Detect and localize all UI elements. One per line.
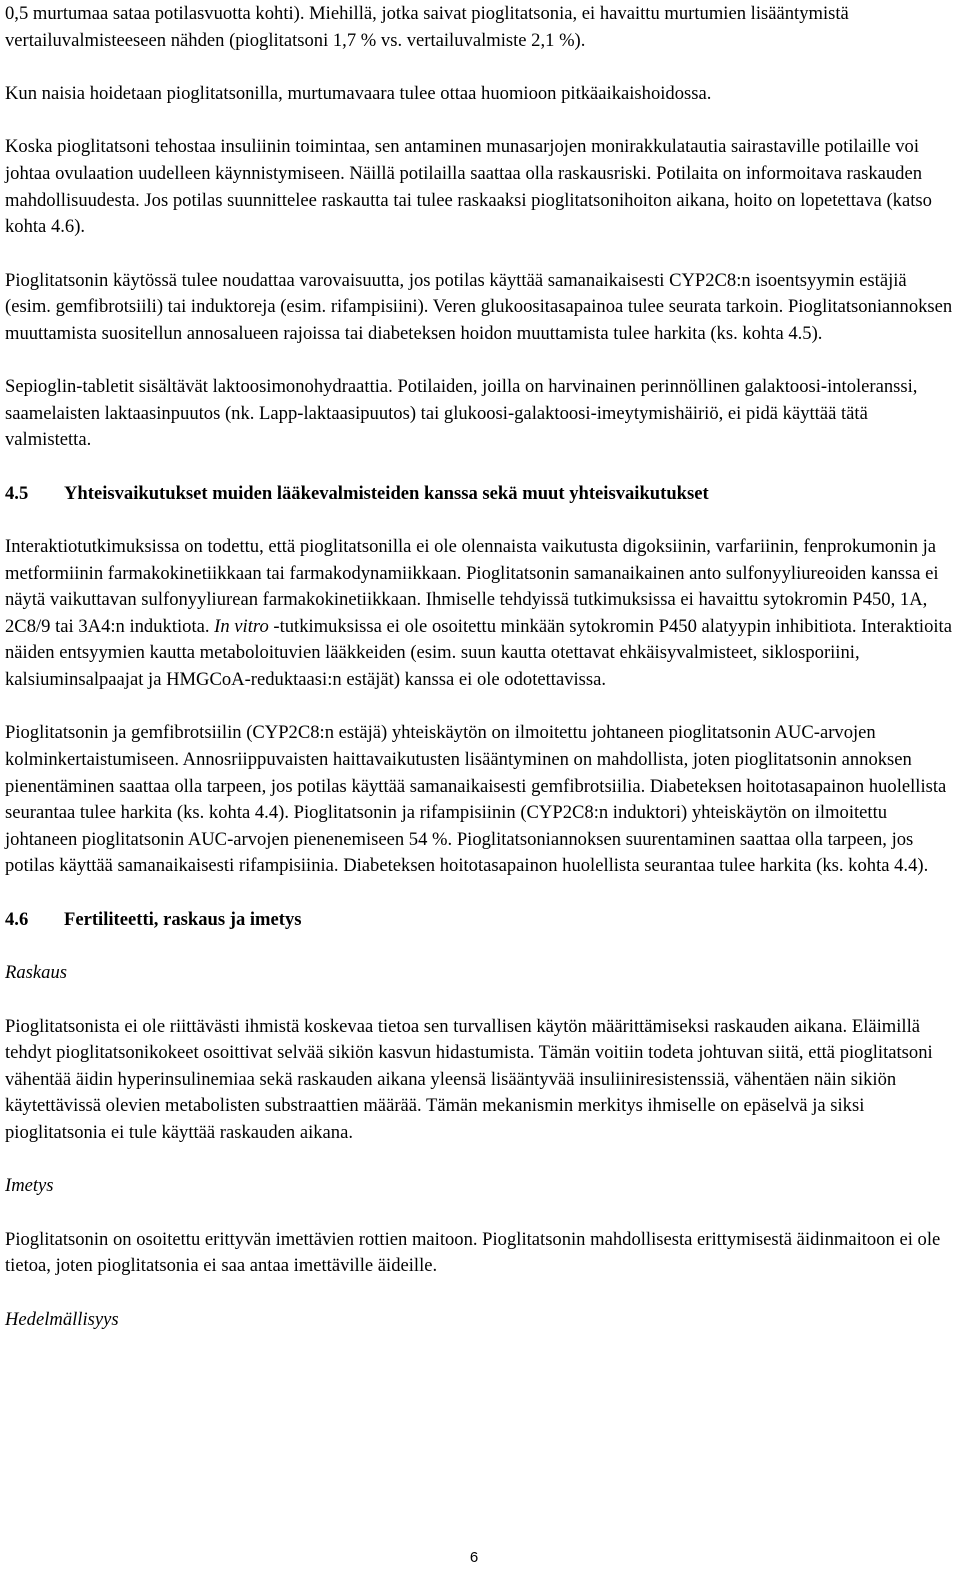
section-heading-4-6	[5, 907, 953, 934]
paragraph-cyp2c8: Pioglitatsonin käytössä tulee noudattaa varovaisuutta, jos potilas käyttää samanaikaisesti CYP2C8:n isoentsyymin estäjiä (esim. gemfibrotsiili) tai induktoreja (esim. rifampisiini). Veren glukoositasapainoa tulee seurata tarkoin. Pioglitatsoniannoksen muuttamista suositellun annosalueen rajoissa tai diabeteksen hoidon muuttamista tulee harkita (ks. kohta 4.5).	[5, 269, 953, 344]
paragraph-lactation: Pioglitatsonin on osoitettu erittyvän imettävien rottien maitoon. Pioglitatsonin mahdollisesta erittymisestä äidinmaitoon ei ole tietoa, joten pioglitatsonia ei saa antaa imettäville äideille.	[5, 1228, 941, 1277]
paragraph-fracture-men: 0,5 murtumaa sataa potilasvuotta kohti). Miehillä, jotka saivat pioglitatsonia, ei havaittu murtumien lisääntymistä vertailuvalmisteeseen nähden (pioglitatsoni 1,7 % vs. vertailuvalmiste 2,1 %).	[5, 3, 849, 51]
section-number: 4.5	[5, 482, 29, 504]
paragraph-interactions	[5, 534, 953, 694]
subheading-imetys: Imetys	[5, 1175, 54, 1197]
paragraph-pregnancy: Pioglitatsonista ei ole riittävästi ihmistä koskevaa tietoa sen turvallisen käytön määrittämiseksi raskauden aikana. Eläimillä tehdyt pioglitatsonikokeet osoittivat selvää sikiön kasvun hidastumista. Tämän voitiin todeta johtuvan siitä, että pioglitatsoni vähentää äidin hyperinsulinemiaa sekä raskauden aikana yleensä lisääntyvää insuliiniresistenssiä, vähentäen näin sikiön käytettävissä olevien metabolisten substraattien määrää. Tämän mekanismin merkitys ihmiselle on epäselvä ja siksi pioglitatsonia ei tule käyttää raskauden aikana.	[5, 1015, 933, 1143]
interactions-text-end: -tutkimuksissa ei ole osoitettu minkään sytokromin P450 alatyypin inhibitiota. Interaktioita näiden entsyymien kautta metaboloituvien lääkkeiden (esim. suun kautta otettavat ehkäisyvalmisteet, siklosporiini, kalsiuminsalpaajat ja HMGCoA-reduktaasi:n estäjät) kanssa ei ole odotettavissa.	[5, 615, 952, 691]
section-title: Yhteisvaikutukset muiden lääkevalmisteiden kanssa sekä muut yhteisvaikutukset	[64, 482, 709, 504]
paragraph-lactose: Sepioglin-tabletit sisältävät laktoosimonohydraattia. Potilaiden, joilla on harvinainen perinnöllinen galaktoosi-intoleranssi, saamelaisten laktaasinpuutos (nk. Lapp-laktaasipuutos) tai glukoosi-galaktoosi-imeytymishäiriö, ei pidä käyttää tätä valmistetta.	[5, 376, 918, 451]
section-number: 4.6	[5, 908, 29, 930]
document-page	[5, 0, 953, 1333]
section-title: Fertiliteetti, raskaus ja imetys	[64, 908, 302, 930]
paragraph-ovulation: Koska pioglitatsoni tehostaa insuliinin toimintaa, sen antaminen munasarjojen monirakkulatautia sairastaville potilaille voi johtaa ovulaation uudelleen käynnistymiseen. Näillä potilailla saattaa olla raskausriski. Potilaita on informoitava raskauden mahdollisuudesta. Jos potilas suunnittelee raskautta tai tulee raskaaksi pioglitatsonihoiton aikana, hoito on lopetettava (katso kohta 4.6).	[5, 136, 932, 238]
interactions-text-start: Interaktiotutkimuksissa on todettu, että pioglitatsonilla ei ole olennaista vaikutusta digoksiinin, varfariinin, fenprokumonin ja metformiinin farmakokinetiikkaan tai farmakodynamiikkaan. Pioglitatsonin samanaikainen anto sulfonyyliureoiden kanssa ei näytä vaikuttavan sulfonyyliurean farmakokinetiikkaan. Ihmiselle tehdyissä tutkimuksissa ei havaittu sytokromin P450, 1A, 2C8/9 tai 3A4:n induktiota.	[5, 536, 939, 637]
subheading-hedelmallisyys: Hedelmällisyys	[5, 1308, 119, 1330]
paragraph-gemfibrozil-rifampicin: Pioglitatsonin ja gemfibrotsiilin (CYP2C8:n estäjä) yhteiskäytön on ilmoitettu johtaneen pioglitatsonin AUC-arvojen kolminkertaistumiseen. Annosriippuvaisten haittavaikutusten lisääntyminen on mahdollista, joten pioglitatsonin annoksen pienentäminen saattaa olla tarpeen, jos potilas käyttää samanaikaisesti gemfibrotsiilia. Diabeteksen hoitotasapainon huolellista seurantaa tulee harkita (ks. kohta 4.4). Pioglitatsonin ja rifampisiinin (CYP2C8:n induktori) yhteiskäytön on ilmoitettu johtaneen pioglitatsonin AUC-arvojen pienenemiseen 54 %. Pioglitatsoniannoksen suurentaminen saattaa olla tarpeen, jos potilas käyttää samanaikaisesti rifampisiinia. Diabeteksen hoitotasapainon huolellista seurantaa tulee harkita (ks. kohta 4.4).	[5, 722, 947, 877]
page-number: 6	[469, 1549, 479, 1566]
section-heading-4-5	[5, 481, 953, 508]
subheading-raskaus: Raskaus	[5, 962, 67, 984]
in-vitro-text: In vitro	[214, 615, 269, 637]
paragraph-fracture-women: Kun naisia hoidetaan pioglitatsonilla, murtumavaara tulee ottaa huomioon pitkäaikaishoidossa.	[5, 82, 712, 104]
